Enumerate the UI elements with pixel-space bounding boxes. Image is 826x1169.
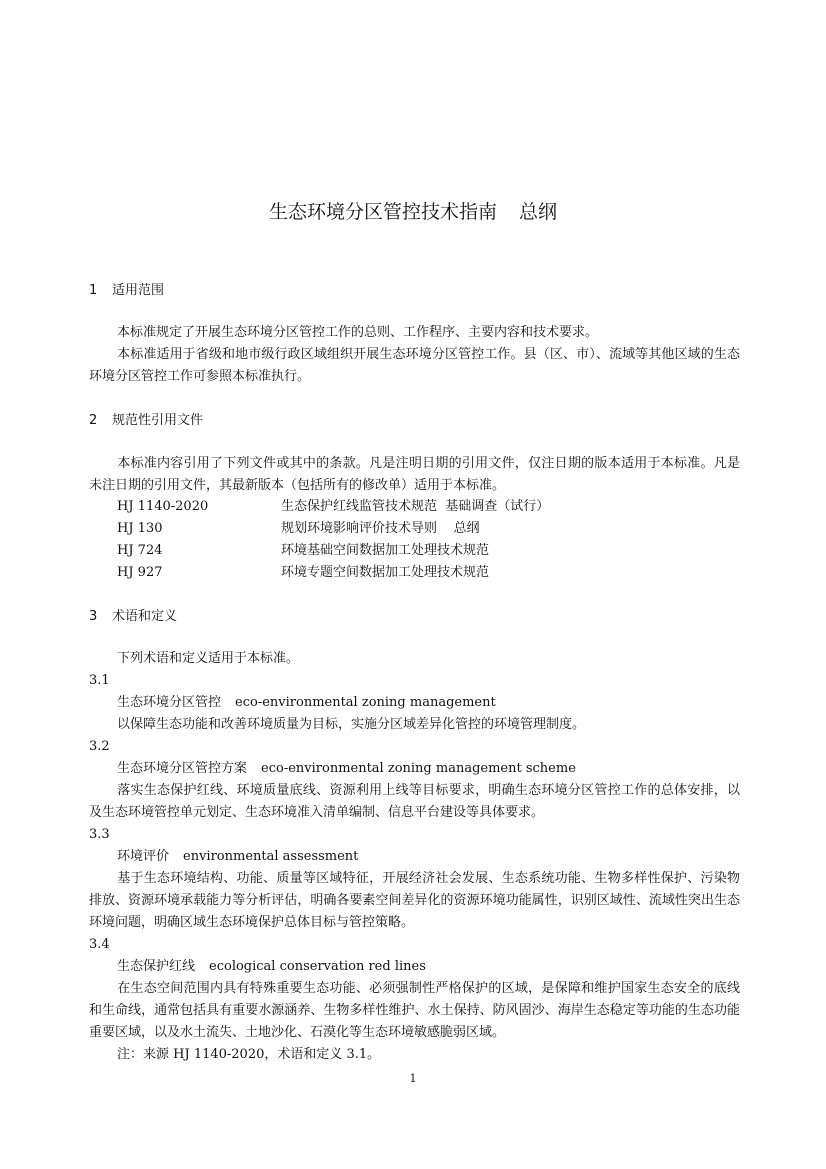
term-heading <box>117 956 426 978</box>
term-name-en: ecological conservation red lines <box>209 959 426 974</box>
term-heading <box>117 758 576 780</box>
document-title <box>0 197 826 227</box>
term-definition: 在生态空间范围内具有特殊重要生态功能、必须强制性严格保护的区域，是保障和维护国家生态安全的底线和生命线，通常包括具有重要水源涵养、生物多样性维护、水土保持、防风固沙、海岸生态稳定等功能的生态功能重要区域，以及水土流失、土地沙化、石漠化等生态环境敏感脆弱区域。 <box>89 981 740 1040</box>
term-note: 注：来源 HJ 1140-2020，术语和定义 3.1。 <box>117 1047 381 1062</box>
term-name-en: environmental assessment <box>183 849 359 864</box>
scope-paragraph-2: 本标准适用于省级和地市级行政区域组织开展生态环境分区管控工作。县（区、市）、流域等其他区域的生态环境分区管控工作可参照本标准执行。 <box>89 347 740 384</box>
section-heading-2 <box>89 410 203 432</box>
section-heading-3 <box>89 606 177 628</box>
section-title: 术语和定义 <box>112 609 178 624</box>
scope-paragraph-1: 本标准规定了开展生态环境分区管控工作的总则、工作程序、主要内容和技术要求。 <box>117 325 599 340</box>
references-intro: 本标准内容引用了下列文件或其中的条款。凡是注明日期的引用文件，仅注日期的版本适用于本标准。凡是未注日期的引用文件，其最新版本（包括所有的修改单）适用于本标准。 <box>89 456 740 493</box>
term-name-en: eco-environmental zoning management scheme <box>261 761 576 776</box>
term-name-zh: 生态环境分区管控方案 <box>117 761 248 776</box>
reference-title: 环境专题空间数据加工处理技术规范 <box>281 565 490 580</box>
term-number: 3.1 <box>89 673 110 688</box>
term-name-zh: 生态环境分区管控 <box>117 695 222 710</box>
section-number: 2 <box>89 413 98 428</box>
reference-title: 生态保护红线监管技术规范 基础调查（试行） <box>281 499 550 514</box>
reference-code: HJ 130 <box>117 521 163 536</box>
term-name-en: eco-environmental zoning management <box>235 695 496 710</box>
section-number: 1 <box>89 283 98 298</box>
reference-code: HJ 1140-2020 <box>117 499 209 514</box>
term-number: 3.4 <box>89 937 110 952</box>
reference-title: 规划环境影响评价技术导则 总纲 <box>281 521 480 536</box>
section-number: 3 <box>89 609 98 624</box>
term-definition: 基于生态环境结构、功能、质量等区域特征，开展经济社会发展、生态系统功能、生物多样性保护、污染物排放、资源环境承载能力等分析评估，明确各要素空间差异化的资源环境功能属性，识别区域性、流域性突出生态环境问题，明确区域生态环境保护总体目标与管控策略。 <box>89 871 740 930</box>
term-heading <box>117 692 496 714</box>
page-number: 1 <box>409 1072 417 1085</box>
terms-intro: 下列术语和定义适用于本标准。 <box>117 651 300 666</box>
term-number: 3.2 <box>89 739 110 754</box>
term-number: 3.3 <box>89 827 110 842</box>
reference-code: HJ 724 <box>117 543 163 558</box>
reference-title: 环境基础空间数据加工处理技术规范 <box>281 543 490 558</box>
term-heading <box>117 846 358 868</box>
title-main: 生态环境分区管控技术指南 <box>268 201 497 223</box>
title-sub: 总纲 <box>519 201 558 223</box>
section-title: 规范性引用文件 <box>112 413 204 428</box>
term-name-zh: 环境评价 <box>117 849 170 864</box>
term-definition: 以保障生态功能和改善环境质量为目标，实施分区域差异化管控的环境管理制度。 <box>117 717 586 732</box>
term-name-zh: 生态保护红线 <box>117 959 196 974</box>
reference-code: HJ 927 <box>117 565 163 580</box>
section-heading-1 <box>89 280 164 302</box>
term-definition: 落实生态保护红线、环境质量底线、资源利用上线等目标要求，明确生态环境分区管控工作的总体安排，以及生态环境管控单元划定、生态环境准入清单编制、信息平台建设等具体要求。 <box>89 783 740 820</box>
section-title: 适用范围 <box>112 283 165 298</box>
